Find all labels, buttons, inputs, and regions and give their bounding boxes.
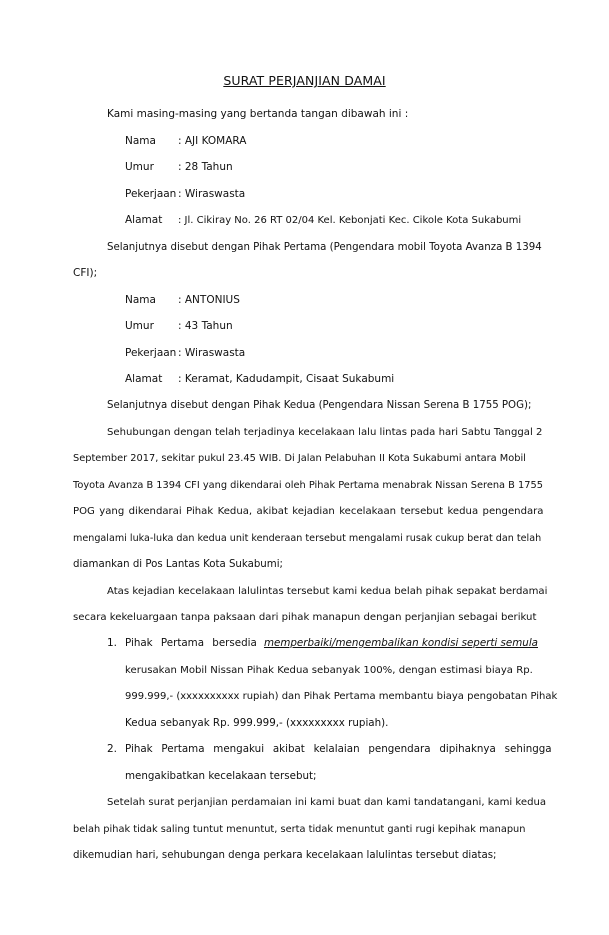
agreement-intro-line: Atas kejadian kecelakaan lalulintas tersebut kami kedua belah pihak sepakat berdamai (107, 586, 548, 597)
party1-designation-line1: Selanjutnya disebut dengan Pihak Pertama (Pengendara mobil Toyota Avanza B 1394 (107, 242, 542, 253)
party1-age-label: Umur (125, 161, 154, 173)
party2-address-value: : Keramat, Kadudampit, Cisaat Sukabumi (178, 373, 395, 385)
party1-address-label: Alamat (125, 214, 163, 226)
clause-1-prefix: Pihak Pertama bersedia (125, 637, 257, 649)
party2-age-label: Umur (125, 320, 154, 332)
clause-line: kerusakan Mobil Nissan Pihak Kedua sebanyak 100%, dengan estimasi biaya Rp. (125, 665, 533, 676)
party2-address-label: Alamat (125, 373, 163, 385)
party1-age-value: : 28 Tahun (178, 161, 233, 173)
incident-line: September 2017, sekitar pukul 23.45 WIB. Di Jalan Pelabuhan II Kota Sukabumi antara Mobil (73, 453, 526, 464)
closing-line: belah pihak tidak saling tuntut menuntut, serta tidak menuntut ganti rugi kepihak manapun (73, 824, 526, 835)
clause-2-line1: Pihak Pertama mengakui akibat kelalaian pengendara dipihaknya sehingga (125, 743, 552, 755)
party1-name-value: : AJI KOMARA (178, 135, 247, 147)
party1-designation-line2: CFI); (73, 267, 98, 279)
intro-text: Kami masing-masing yang bertanda tangan dibawah ini : (107, 108, 409, 120)
incident-line: Toyota Avanza B 1394 CFI yang dikendarai oleh Pihak Pertama menabrak Nissan Serena B 1755 (73, 480, 543, 491)
incident-line: POG yang dikendarai Pihak Kedua, akibat kejadian kecelakaan tersebut kedua pengendara (73, 506, 544, 517)
clause-1-line1 (125, 637, 538, 650)
incident-line: diamankan di Pos Lantas Kota Sukabumi; (73, 559, 283, 570)
incident-line: Sehubungan dengan telah terjadinya kecelakaan lalu lintas pada hari Sabtu Tanggal 2 (107, 427, 543, 438)
clause-line: Kedua sebanyak Rp. 999.999,- (xxxxxxxxx rupiah). (125, 717, 389, 729)
party2-job-label: Pekerjaan (125, 347, 177, 359)
party1-address-value: : Jl. Cikiray No. 26 RT 02/04 Kel. Kebonjati Kec. Cikole Kota Sukabumi (178, 215, 522, 226)
incident-line: mengalami luka-luka dan kedua unit kenderaan tersebut mengalami rusak cukup berat dan telah (73, 533, 542, 544)
party2-name-label: Nama (125, 294, 156, 306)
clause-number: 2. (107, 743, 118, 755)
party2-name-value: : ANTONIUS (178, 294, 240, 306)
clause-1-emphasis: memperbaiki/mengembalikan kondisi seperti semula (263, 637, 538, 649)
party2-age-value: : 43 Tahun (178, 320, 233, 332)
party2-job-value: : Wiraswasta (178, 347, 246, 359)
clause-number: 1. (107, 637, 118, 649)
party2-designation: Selanjutnya disebut dengan Pihak Kedua (Pengendara Nissan Serena B 1755 POG); (107, 400, 532, 411)
closing-line: dikemudian hari, sehubungan denga perkara kecelakaan lalulintas tersebut diatas; (73, 850, 497, 861)
party1-name-label: Nama (125, 135, 156, 147)
document-title: SURAT PERJANJIAN DAMAI (223, 73, 386, 88)
party1-job-label: Pekerjaan (125, 188, 177, 200)
clause-line: 999.999,- (xxxxxxxxxx rupiah) dan Pihak Pertama membantu biaya pengobatan Pihak (125, 691, 558, 702)
closing-line: Setelah surat perjanjian perdamaian ini kami buat dan kami tandatangani, kami kedua (107, 797, 547, 808)
clause-line: mengakibatkan kecelakaan tersebut; (125, 770, 317, 782)
agreement-intro-line: secara kekeluargaan tanpa paksaan dari pihak manapun dengan perjanjian sebagai berikut (73, 612, 537, 623)
party1-job-value: : Wiraswasta (178, 188, 246, 200)
